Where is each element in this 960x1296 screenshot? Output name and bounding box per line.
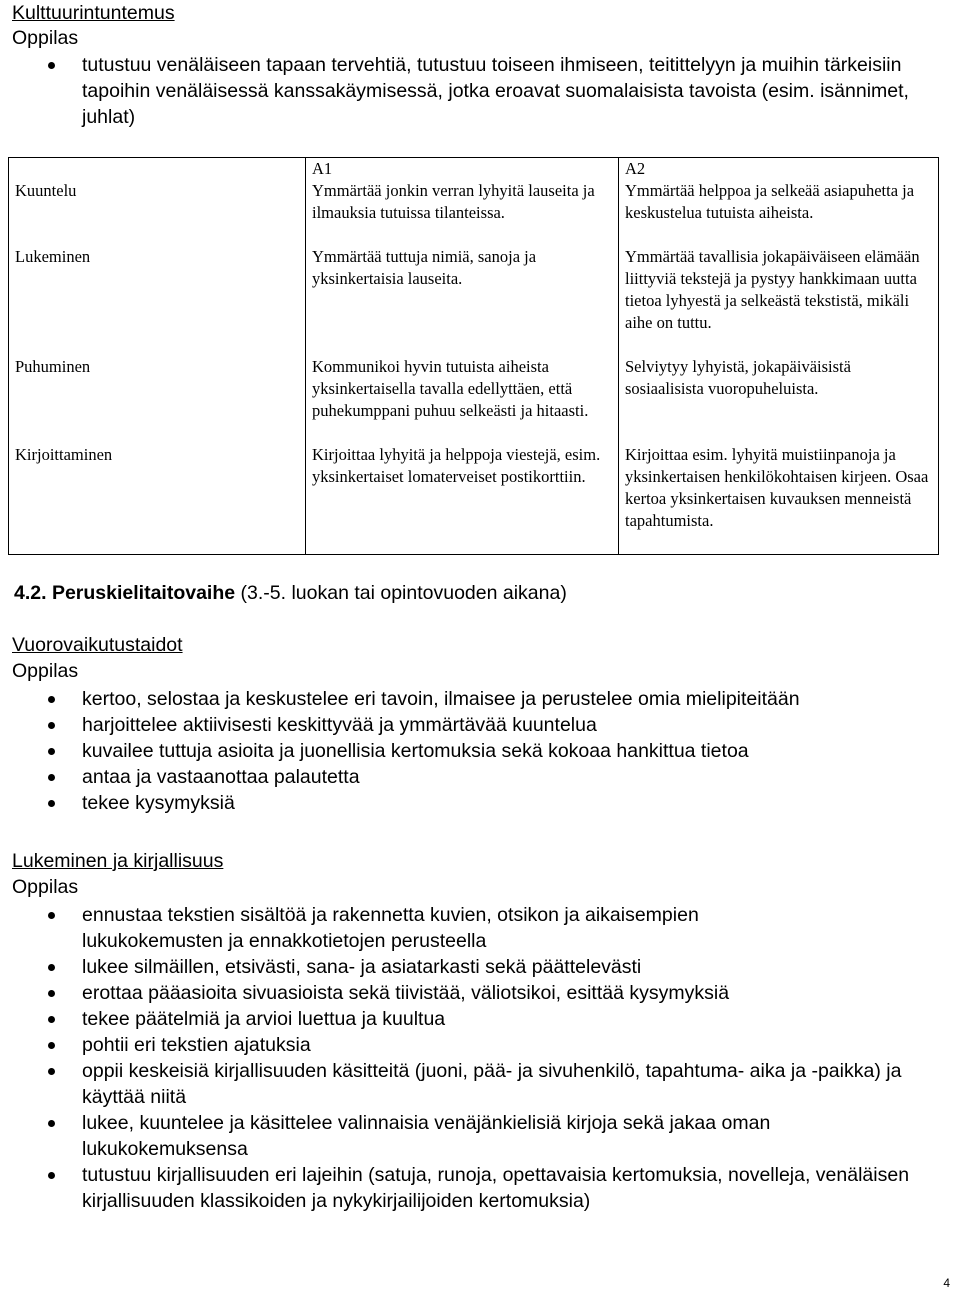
list-item: tutustuu kirjallisuuden eri lajeihin (satuja, runoja, opettavaisia kertomuksia, novelleja, venäläisen kirjallisuuden klassikoiden ja nykykirjailijoiden kertomuksia) bbox=[0, 1162, 960, 1214]
bullet-icon bbox=[48, 1016, 55, 1023]
skill-label: Kirjoittaminen bbox=[15, 445, 113, 464]
skills-column bbox=[9, 158, 306, 555]
table-cell: Kirjoittaa lyhyitä ja helppoja viestejä, esim. yksinkertaiset lomaterveiset postikorttiin. bbox=[312, 445, 601, 486]
bullet-icon bbox=[48, 748, 55, 755]
page-number: 4 bbox=[943, 1276, 950, 1290]
list-item: tutustuu venäläiseen tapaan tervehtiä, tutustuu toiseen ihmiseen, teitittelyyn ja muihin tärkeisiin tapoihin venäläisessä kanssakäymisessä, jotka eroavat suomalaisista tavoista (esim. isännimet, juhlat) bbox=[0, 52, 960, 130]
list-item: kuvailee tuttuja asioita ja juonellisia kertomuksia sekä kokoaa hankittua tietoa bbox=[0, 738, 960, 764]
bullet-icon bbox=[48, 1042, 55, 1049]
skill-label: Lukeminen bbox=[15, 247, 91, 266]
table-cell: Ymmärtää jonkin verran lyhyitä lauseita ja ilmauksia tutuissa tilanteissa. bbox=[312, 181, 595, 222]
list-item: erottaa pääasioita sivuasioista sekä tiivistää, väliotsikoi, esittää kysymyksiä bbox=[0, 980, 960, 1006]
table-row bbox=[9, 158, 939, 555]
skill-label: Puhuminen bbox=[15, 357, 91, 376]
list-item: tekee kysymyksiä bbox=[0, 790, 960, 816]
list-item: antaa ja vastaanottaa palautetta bbox=[0, 764, 960, 790]
reading-list bbox=[0, 902, 960, 1214]
a2-column bbox=[619, 158, 939, 555]
list-item: harjoittelee aktiivisesti keskittyvää ja ymmärtävää kuuntelua bbox=[0, 712, 960, 738]
section-heading-basic-level bbox=[14, 580, 567, 606]
bullet-icon bbox=[48, 912, 55, 919]
bullet-icon bbox=[48, 1172, 55, 1179]
bullet-icon bbox=[48, 722, 55, 729]
bullet-icon bbox=[48, 1068, 55, 1075]
a1-column bbox=[306, 158, 619, 555]
culture-list bbox=[0, 52, 960, 130]
bullet-icon bbox=[48, 1120, 55, 1127]
table-cell: Kirjoittaa esim. lyhyitä muistiinpanoja ja yksinkertaisen henkilökohtaisen kirjeen. Osaa kertoa yksinkertaisen kuvauksen menneistä tapahtumista. bbox=[625, 445, 929, 530]
column-header-a2: A2 bbox=[625, 159, 646, 178]
table-cell: Selviytyy lyhyistä, jokapäiväisistä sosiaalisista vuoropuheluista. bbox=[625, 357, 851, 398]
bullet-icon bbox=[48, 696, 55, 703]
list-item: oppii keskeisiä kirjallisuuden käsitteitä (juoni, pää- ja sivuhenkilö, tapahtuma- aika ja -paikka) ja käyttää niitä bbox=[0, 1058, 960, 1110]
section-heading-culture: Kulttuurintuntemus bbox=[12, 2, 175, 24]
skill-label: Kuuntelu bbox=[15, 181, 77, 200]
bullet-icon bbox=[48, 964, 55, 971]
interaction-list bbox=[0, 686, 960, 816]
list-item: tekee päätelmiä ja arvioi luettua ja kuultua bbox=[0, 1006, 960, 1032]
bullet-icon bbox=[48, 62, 55, 69]
section-subtitle: (3.-5. luokan tai opintovuoden aikana) bbox=[235, 582, 567, 604]
pupil-label: Oppilas bbox=[12, 876, 79, 898]
list-item: kertoo, selostaa ja keskustelee eri tavoin, ilmaisee ja perustelee omia mielipiteitään bbox=[0, 686, 960, 712]
table-cell: Ymmärtää tuttuja nimiä, sanoja ja yksinkertaisia lauseita. bbox=[312, 247, 537, 288]
list-item: lukee, kuuntelee ja käsittelee valinnaisia venäjänkielisiä kirjoja sekä jakaa oman lukukokemuksensa bbox=[0, 1110, 960, 1162]
table-cell: Ymmärtää helppoa ja selkeää asiapuhetta ja keskustelua tutuista aiheista. bbox=[625, 181, 915, 222]
list-item: lukee silmäillen, etsivästi, sana- ja asiatarkasti sekä päättelevästi bbox=[0, 954, 960, 980]
table-cell: Ymmärtää tavallisia jokapäiväiseen elämään liittyviä tekstejä ja pystyy hankkimaan uutta tietoa lyhyestä ja selkeästä tekstistä, mikäli aihe on tuttu. bbox=[625, 247, 920, 332]
bullet-icon bbox=[48, 800, 55, 807]
list-item: ennustaa tekstien sisältöä ja rakennetta kuvien, otsikon ja aikaisempien lukukokemusten ja ennakkotietojen perusteella bbox=[0, 902, 960, 954]
section-number-title: 4.2. Peruskielitaitovaihe bbox=[14, 582, 236, 604]
section-heading-reading: Lukeminen ja kirjallisuus bbox=[12, 850, 224, 872]
pupil-label: Oppilas bbox=[12, 27, 79, 49]
table-cell: Kommunikoi hyvin tutuista aiheista yksinkertaisella tavalla edellyttäen, että puhekumppani puhuu selkeästi ja hitaasti. bbox=[312, 357, 589, 420]
bullet-icon bbox=[48, 774, 55, 781]
bullet-icon bbox=[48, 990, 55, 997]
proficiency-table bbox=[8, 157, 939, 555]
section-heading-interaction: Vuorovaikutustaidot bbox=[12, 634, 183, 656]
list-item: pohtii eri tekstien ajatuksia bbox=[0, 1032, 960, 1058]
pupil-label: Oppilas bbox=[12, 660, 79, 682]
column-header-a1: A1 bbox=[312, 159, 333, 178]
